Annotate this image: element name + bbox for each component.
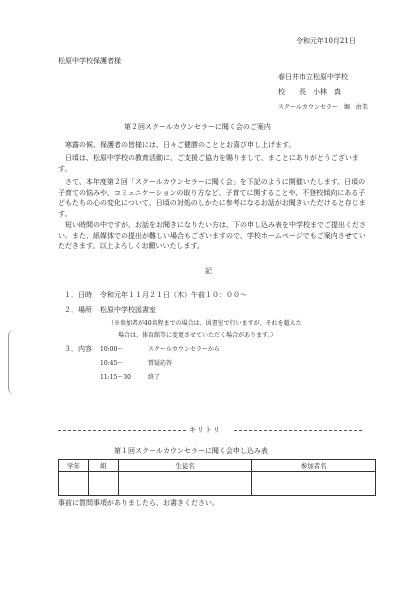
cut-line-right xyxy=(234,430,362,431)
schedule-item-1: スクールカウンセラーから xyxy=(148,346,220,353)
place-label: ２．場所 xyxy=(64,306,92,314)
student-name-field[interactable] xyxy=(118,472,252,496)
counselor-name: スクールカウンセラー 堀 由美 xyxy=(278,104,368,111)
footer-note: 事前に質問事項がありましたら、お書きください。 xyxy=(58,499,219,507)
date-label: １．日時 xyxy=(64,291,92,299)
school-name: 春日井市立松原中学校 xyxy=(278,73,348,81)
schedule-time-2: 10:45～ xyxy=(100,360,124,367)
request-paragraph: 短い時間の中ですが、お話をお聞きになりたい方は、下の申し込み表を中学校までご提出ください。また、紙媒体での提出が難しい場合もございますので、学校ホームページでもご案内させていただきます。以上よろしくお願いいたします。 xyxy=(58,221,366,250)
date-value: 令和元年１１月２１日（木）午前１０：００～ xyxy=(100,291,247,299)
schedule-item-2: 質疑応答 xyxy=(148,360,173,367)
header-student-name: 生徒名 xyxy=(118,460,252,472)
event-paragraph: さて、本年度第２回「スクールカウンセラーに聞く会」を下記のように開催いたします。日頃の子育ての悩みや、コミュニケーションの取り方など、子育てに関することや、不登校傾向にある子どもたちの心の変化について、日頃の対処のしかたに参考になるお話がお聞きいただけると存じます。 xyxy=(58,178,366,218)
form-title: 第１回スクールカウンセラーに聞く会申し込み表 xyxy=(114,447,268,455)
cut-line-label: キリトリ xyxy=(186,425,224,435)
principal-name: 校 長 小林 真 xyxy=(278,88,341,96)
cut-line-left xyxy=(58,430,186,431)
form-header-row xyxy=(59,460,376,472)
header-participant-name: 参加者名 xyxy=(252,460,376,472)
schedule-time-3: 11:15～30 xyxy=(100,374,131,381)
schedule-item-3: 終了 xyxy=(148,374,161,381)
place-note-1: （※参加者が40名程までの場合は、図書室で行いますが、それを超えた xyxy=(108,320,302,327)
form-entry-row xyxy=(59,472,376,496)
thanks-paragraph: 日頃は、松原中学校の教育活動に、ご支援ご協力を賜りまして、まことにありがとうございます。 xyxy=(58,154,359,173)
header-grade: 学年 xyxy=(59,460,89,472)
cut-line xyxy=(58,425,362,435)
binding-hole-mark xyxy=(8,330,15,394)
place-note-2: 場合は、体育館等に変更させていただく場合があります。） xyxy=(118,332,277,339)
ki-heading: 記 xyxy=(205,267,212,275)
schedule-time-1: 10:00～ xyxy=(100,346,124,353)
participant-name-field[interactable] xyxy=(252,472,376,496)
addressee: 松原中学校保護者様 xyxy=(58,57,121,65)
class-field[interactable] xyxy=(88,472,118,496)
issue-date: 令和元年10月21日 xyxy=(296,37,356,45)
document-title: 第２回スクールカウンセラーに聞く会のご案内 xyxy=(124,123,271,131)
application-form-table xyxy=(58,459,376,496)
greeting-paragraph: 寒露の候、保護者の皆様には、日々ご健勝のこととお喜び申し上げます。 xyxy=(58,141,296,149)
header-class: 組 xyxy=(88,460,118,472)
grade-field[interactable] xyxy=(59,472,89,496)
content-label: ３．内容 xyxy=(64,345,92,353)
place-value: 松原中学校図書室 xyxy=(100,306,156,314)
